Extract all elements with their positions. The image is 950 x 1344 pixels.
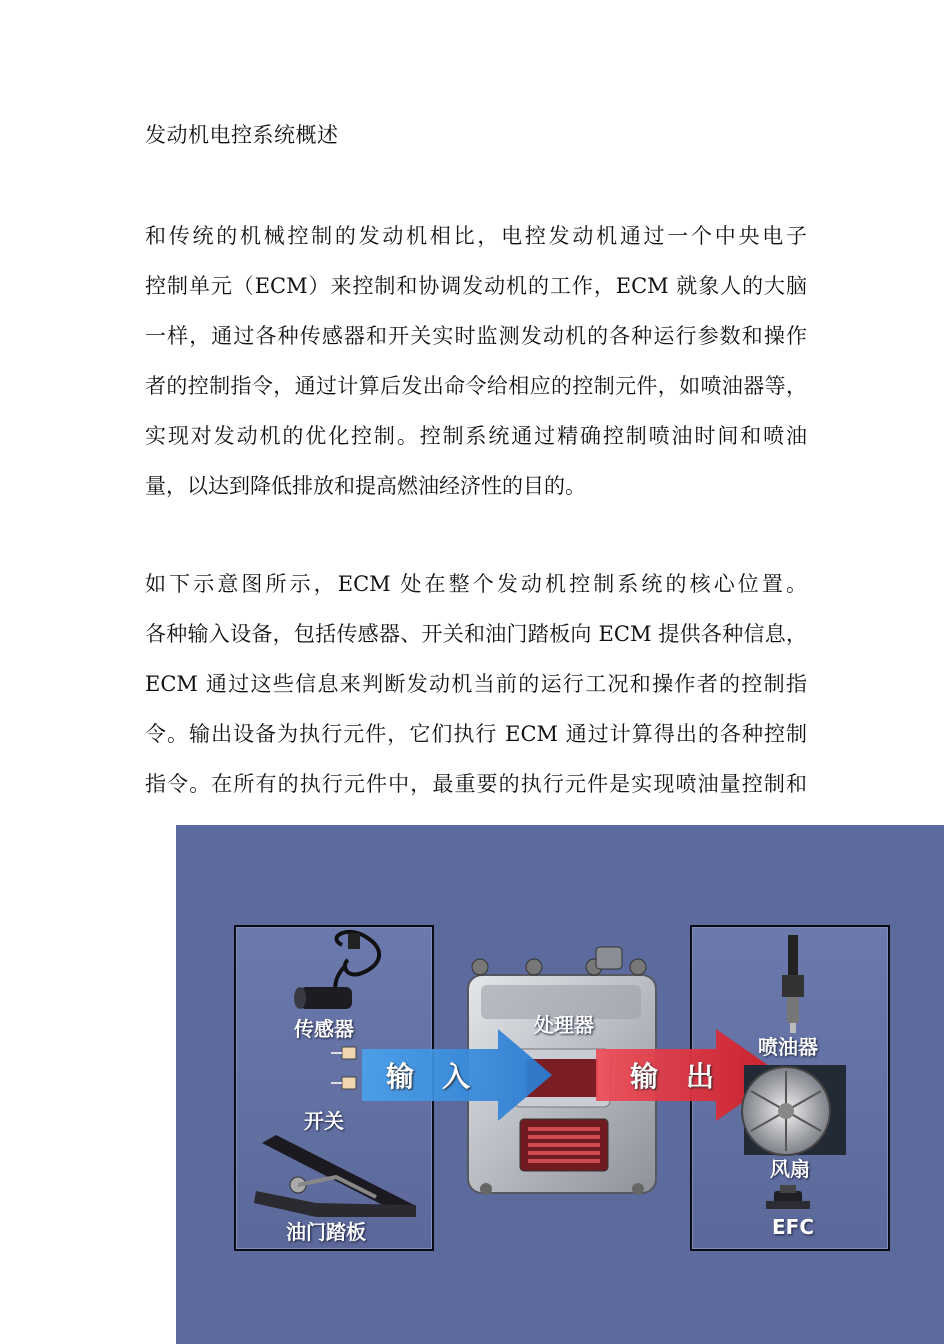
paragraph-line: 令。输出设备为执行元件，它们执行 ECM 通过计算得出的各种控制 <box>145 722 807 746</box>
efc-label: EFC <box>772 1215 815 1239</box>
fan-label: 风扇 <box>770 1157 810 1181</box>
paragraph-line: 各种输入设备，包括传感器、开关和油门踏板向 ECM 提供各种信息， <box>145 622 807 646</box>
output-arrow-label: 输出 <box>630 1060 743 1093</box>
injector-icon <box>782 935 804 1033</box>
diagram-illustration <box>176 825 944 1344</box>
paragraph-line: 指令。在所有的执行元件中，最重要的执行元件是实现喷油量控制和 <box>145 772 807 796</box>
sensor-label: 传感器 <box>294 1017 354 1041</box>
ecm-system-diagram <box>176 825 944 1344</box>
paragraph-line: 控制单元（ECM）来控制和协调发动机的工作，ECM 就象人的大脑 <box>145 274 807 298</box>
paragraph-line: ECM 通过这些信息来判断发动机当前的运行工况和操作者的控制指 <box>145 672 807 696</box>
fan-icon <box>742 1065 846 1155</box>
paragraph-line: 和传统的机械控制的发动机相比，电控发动机通过一个中央电子 <box>145 224 807 248</box>
paragraph-1 <box>145 211 807 511</box>
sensor-icon <box>294 932 379 1009</box>
injector-label: 喷油器 <box>758 1035 818 1059</box>
switch-label: 开关 <box>304 1109 344 1133</box>
throttle-pedal-label: 油门踏板 <box>286 1220 366 1244</box>
page-title: 发动机电控系统概述 <box>145 123 339 147</box>
switch-icon <box>331 1047 356 1089</box>
paragraph-line: 实现对发动机的优化控制。控制系统通过精确控制喷油时间和喷油 <box>145 424 807 448</box>
throttle-pedal-icon <box>254 1135 416 1217</box>
processor-label: 处理器 <box>534 1013 594 1037</box>
paragraph-line: 如下示意图所示，ECM 处在整个发动机控制系统的核心位置。 <box>145 572 807 596</box>
paragraph-line: 者的控制指令，通过计算后发出命令给相应的控制元件，如喷油器等， <box>145 374 807 398</box>
efc-icon <box>766 1185 810 1209</box>
paragraph-line: 量，以达到降低排放和提高燃油经济性的目的。 <box>145 474 586 498</box>
paragraph-2 <box>145 559 807 809</box>
input-arrow-label: 输入 <box>386 1060 499 1093</box>
paragraph-line: 一样，通过各种传感器和开关实时监测发动机的各种运行参数和操作 <box>145 324 807 348</box>
